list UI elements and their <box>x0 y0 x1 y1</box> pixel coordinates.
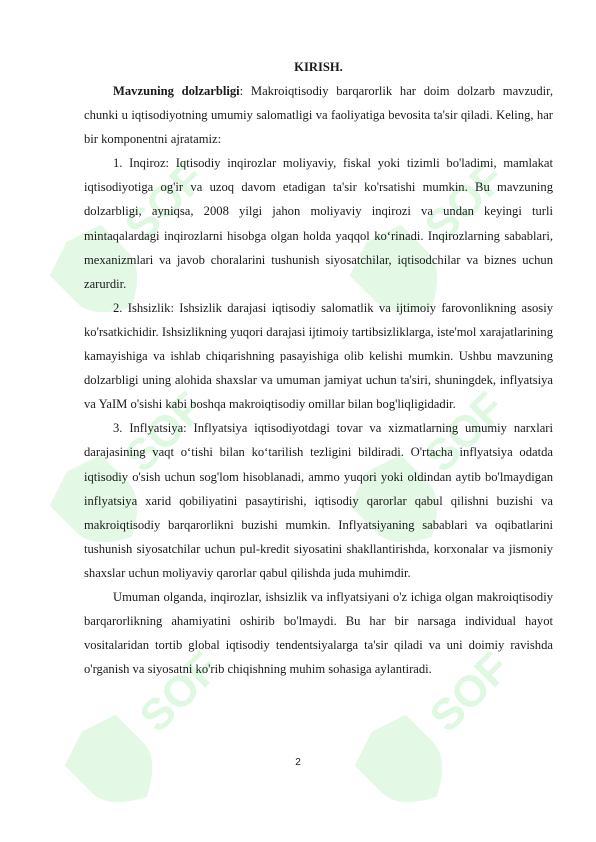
paragraph-inflation: 3. Inflyatsiya: Inflyatsiya iqtisodiyotdagi tovar va xizmatlarning umumiy narxlari darajasining vaqt o‘tishi bilan ko‘tarilish tezligini bildiradi. O'rtacha inflyatsiya odatda iqtisodiy o'sish uchun sog'lom hisoblanadi, ammo yuqori yoki oldindan aytib bo'lmaydigan inflyatsiya xarid qobiliyatini pasaytirishi, iqtisodiy qarorlar qabul qilishni buzishi va makroiqtisodiy barqarorlikni buzishi mumkin. Inflyatsiyaning sabablari va oqibatlarini tushunish siyosatchilar uchun pul-kredit siyosatini shakllantirishda, korxonalar va jismoniy shaxslar uchun moliyaviy qarorlar qabul qilishda juda muhimdir. <box>84 421 553 580</box>
page-number: 2 <box>295 757 301 768</box>
watermark-text: SOF <box>415 153 515 252</box>
intro-text: : Makroiqtisodiy barqarorlik har doim dolzarb mavzudir, chunki u iqtisodiyotning umumiy salomatligi va faoliyatiga bevosita ta'sir qiladi. Keling, har bir komponentni ajratamiz: <box>84 84 553 147</box>
paragraph-crisis: 1. Inqiroz: Iqtisodiy inqirozlar moliyaviy, fiskal yoki tizimli bo'ladimi, mamlakat iqtisodiyotiga og'ir va uzoq davom etadigan ta'sir ko'rsatishi mumkin. Bu mavzuning dolzarbligi, ayniqsa, 2008 yilgi jahon moliyaviy inqirozi va undan keyingi turli mintaqalardagi inqirozlarni hisobga olgan holda yaqqol ko‘rinadi. Inqirozlarning sabablari, mexanizmlari va javob choralarini tushunish siyosatchilar, iqtisodchilar va biznes uchun zarurdir. <box>84 156 553 291</box>
watermark-text: SOF <box>420 643 520 742</box>
watermark-text: SOF <box>115 153 215 252</box>
watermark-text: SOF <box>115 383 215 482</box>
paragraph-conclusion: Umuman olganda, inqirozlar, ishsizlik va inflyatsiyani o'z ichiga olgan makroiqtisodiy barqarorlikning ahamiyatini oshirib bo'lmaydi. Bu har bir narsaga individual hayot vositalaridan tortib global iqtisodiy tendentsiyalarga ta'sir qiladi va uni doimiy ravishda o'rganish va siyosatni ko'rib chiqishning muhim sohasiga aylantiradi. <box>84 589 553 677</box>
watermark-text: SOF <box>130 643 230 742</box>
document-title: KIRISH. <box>294 60 343 74</box>
intro-paragraph <box>84 79 553 151</box>
document-page <box>84 56 553 681</box>
paragraph-unemployment: 2. Ishsizlik: Ishsizlik darajasi iqtisodiy salomatlik va ijtimoiy farovonlikning asosiy ko'rsatkichidir. Ishsizlikning yuqori darajasi ijtimoiy tartibsizliklarga, iste'mol xarajatlarining kamayishiga va ishlab chiqarishning pasayishiga olib kelishi mumkin. Ushbu mavzuning dolzarbligi uning alohida shaxslar va umuman jamiyat uchun ta'siri, shuningdek, inflyatsiya va YaIM o'sishi kabi boshqa makroiqtisodiy omillar bilan bog'liqligidadir. <box>84 300 553 412</box>
intro-lead: Mavzuning dolzarbligi <box>113 84 240 98</box>
watermark-text: SOF <box>415 383 515 482</box>
